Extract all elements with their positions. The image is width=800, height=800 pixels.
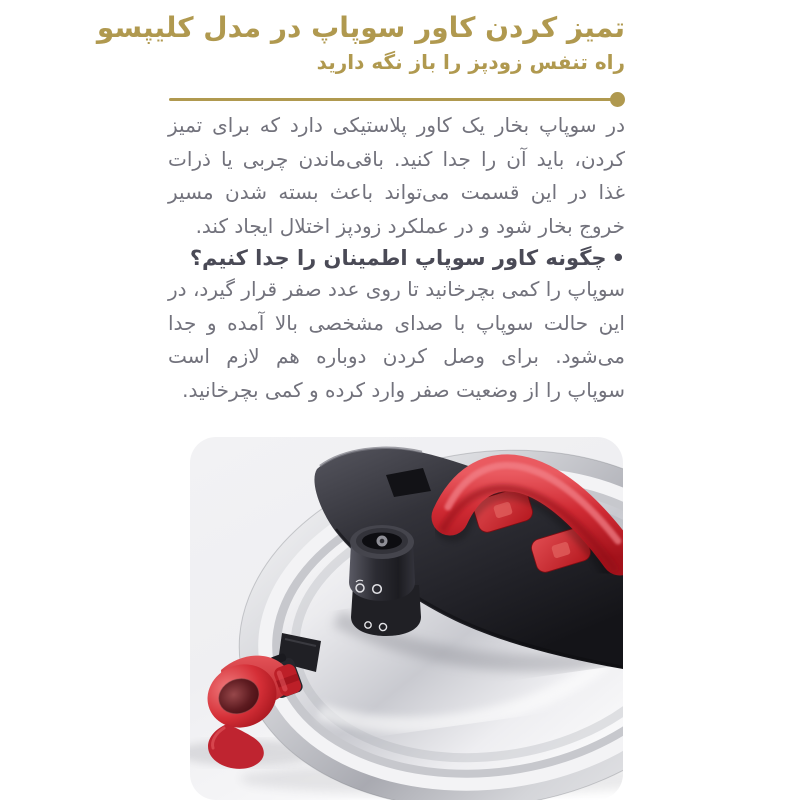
paragraph-intro — [168, 109, 625, 243]
question-heading-text: چگونه کاور سوپاپ اطمینان را جدا کنیم؟ — [189, 246, 607, 270]
page-title: تمیز کردن کاور سوپاپ در مدل کلیپسو — [96, 11, 625, 44]
question-heading — [168, 243, 625, 273]
pressure-cooker-illustration — [190, 437, 623, 800]
bullet-icon: • — [611, 246, 625, 270]
text-line: غذا در این قسمت می‌تواند باعث بسته شدن مسیر — [168, 180, 625, 204]
text-line: خروج بخار شود و در عملکرد زودپز اختلال ایجاد کند. — [195, 213, 625, 238]
page-header — [96, 10, 625, 74]
text-line: کردن، باید آن را جدا کنید. باقی‌ماندن چربی یا ذرات — [168, 146, 625, 171]
section-divider — [168, 91, 625, 107]
text-line: در سوپاپ بخار یک کاور پلاستیکی دارد که برای تمیز — [168, 113, 625, 137]
text-line: سوپاپ را از وضعیت صفر وارد کرده و کمی بچرخانید. — [182, 377, 625, 402]
text-line: سوپاپ را کمی بچرخانید تا روی عدد صفر قرار گیرد، در — [168, 277, 625, 301]
divider-dot-icon — [610, 92, 625, 107]
text-line: می‌شود. برای وصل کردن دوباره هم لازم است — [168, 344, 625, 368]
text-line: این حالت سوپاپ با صدای مشخصی بالا آمده و جدا — [168, 310, 625, 335]
paragraph-steps — [168, 273, 625, 407]
pressure-cooker-photo — [190, 437, 623, 800]
article-body — [168, 109, 625, 407]
page-subtitle: راه تنفس زودپز را باز نگه دارید — [316, 50, 625, 74]
operating-valve-knob — [349, 525, 421, 636]
divider-line — [169, 98, 616, 101]
